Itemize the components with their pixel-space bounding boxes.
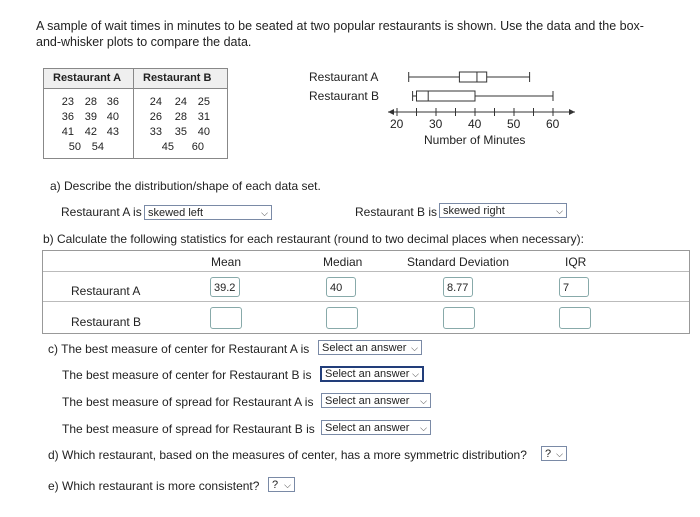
- sd-b-input[interactable]: [443, 307, 475, 329]
- box-plot-restaurant-b: [413, 91, 553, 101]
- iqr-a-input[interactable]: 7: [559, 277, 589, 297]
- header-restaurant-a: Restaurant A: [53, 72, 122, 84]
- cell-restaurant-b: 31: [197, 111, 210, 123]
- cell-restaurant-b: 33: [149, 126, 162, 138]
- center-b-select-value: Select an answer: [325, 368, 410, 380]
- cell-restaurant-b: 35: [174, 126, 187, 138]
- restaurant-a-shape-value: skewed left: [148, 207, 204, 219]
- chevron-down-icon: ⌵: [261, 208, 268, 218]
- data-table-header: [44, 69, 227, 89]
- restaurant-a-shape-label: Restaurant A is: [61, 205, 142, 219]
- part-e-question: e) Which restaurant is more consistent?: [48, 479, 260, 493]
- sd-a-input[interactable]: 8.77: [443, 277, 473, 297]
- cell-restaurant-b: 60: [191, 141, 204, 153]
- header-restaurant-b: Restaurant B: [143, 72, 212, 84]
- axis-arrow-right: [569, 109, 575, 115]
- cell-restaurant-a: 50: [68, 141, 81, 153]
- spread-b-select[interactable]: [321, 420, 431, 435]
- center-a-select[interactable]: [318, 340, 422, 355]
- center-b-select[interactable]: [320, 366, 424, 382]
- axis-tick-label: 60: [546, 117, 560, 131]
- plot-label-a: Restaurant A: [309, 70, 379, 84]
- part-c-question-3: The best measure of spread for Restaurant A is: [62, 395, 314, 409]
- cell-restaurant-a: 36: [61, 111, 74, 123]
- cell-restaurant-b: 24: [174, 96, 187, 108]
- axis-tick-label: 30: [429, 117, 443, 131]
- part-c-question-2: The best measure of center for Restaurant B is: [62, 368, 312, 382]
- spread-b-select-value: Select an answer: [325, 422, 410, 434]
- mean-a-input[interactable]: 39.2: [210, 277, 240, 297]
- restaurant-b-shape-value: skewed right: [443, 205, 505, 217]
- iqr-box: [459, 72, 486, 82]
- spread-a-select-value: Select an answer: [325, 395, 410, 407]
- cell-restaurant-a: 42: [84, 126, 97, 138]
- chevron-down-icon: ⌵: [556, 206, 563, 216]
- cell-restaurant-b: 40: [197, 126, 210, 138]
- mean-b-input[interactable]: [210, 307, 242, 329]
- header-median: Median: [323, 255, 363, 269]
- axis-tick-label: 40: [468, 117, 482, 131]
- row-label-restaurant-a: Restaurant A: [71, 284, 141, 298]
- cell-restaurant-a: 40: [106, 111, 119, 123]
- cell-restaurant-b: 25: [197, 96, 210, 108]
- restaurant-a-shape-select[interactable]: [144, 205, 272, 220]
- header-mean: Mean: [211, 255, 242, 269]
- part-c-question-1: c) The best measure of center for Restaurant A is: [48, 342, 310, 356]
- center-a-select-value: Select an answer: [322, 342, 407, 354]
- iqr-box: [417, 91, 476, 101]
- table-divider: [43, 301, 689, 302]
- chevron-down-icon: ⌵: [420, 396, 427, 406]
- cell-restaurant-a: 39: [84, 111, 97, 123]
- box-plot-restaurant-a: [409, 72, 530, 82]
- chevron-down-icon: ⌵: [284, 480, 291, 490]
- consistent-select-value: ?: [272, 479, 279, 491]
- chevron-down-icon: ⌵: [420, 423, 427, 433]
- table-divider: [43, 271, 689, 272]
- cell-restaurant-a: 28: [84, 96, 97, 108]
- restaurant-b-shape-label: Restaurant B is: [355, 205, 438, 219]
- restaurant-b-shape-select[interactable]: [439, 203, 567, 218]
- cell-restaurant-a: 41: [61, 126, 74, 138]
- part-c-question-4: The best measure of spread for Restaurant B is: [62, 422, 315, 436]
- chevron-down-icon: ⌵: [412, 369, 419, 379]
- symmetric-select[interactable]: [541, 446, 567, 461]
- header-standard-deviation: Standard Deviation: [407, 255, 510, 269]
- cell-restaurant-a: 23: [61, 96, 74, 108]
- median-a-input[interactable]: 40: [326, 277, 356, 297]
- median-b-input[interactable]: [326, 307, 358, 329]
- problem-intro: A sample of wait times in minutes to be seated at two popular restaurants is shown. Use the data and the box-and-whisker plots to compare the data.: [36, 19, 644, 49]
- cell-restaurant-b: 45: [161, 141, 174, 153]
- axis-tick-label: 50: [507, 117, 521, 131]
- header-iqr: IQR: [565, 255, 587, 269]
- part-d-question: d) Which restaurant, based on the measures of center, has a more symmetric distribution?: [48, 448, 527, 462]
- cell-restaurant-a: 43: [106, 126, 119, 138]
- cell-restaurant-b: 24: [149, 96, 162, 108]
- axis-tick-label: 20: [390, 117, 404, 131]
- axis-title: Number of Minutes: [424, 133, 526, 147]
- iqr-b-input[interactable]: [559, 307, 591, 329]
- plot-label-b: Restaurant B: [309, 89, 380, 103]
- number-line-axis: [388, 108, 575, 116]
- cell-restaurant-b: 26: [149, 111, 162, 123]
- cell-restaurant-b: 28: [174, 111, 187, 123]
- cell-restaurant-a: 36: [106, 96, 119, 108]
- consistent-select[interactable]: [268, 477, 295, 492]
- cell-restaurant-a: 54: [91, 141, 104, 153]
- spread-a-select[interactable]: [321, 393, 431, 408]
- chevron-down-icon: ⌵: [556, 449, 563, 459]
- row-label-restaurant-b: Restaurant B: [71, 315, 142, 329]
- part-a-prompt: a) Describe the distribution/shape of each data set.: [50, 179, 321, 193]
- box-plot: [380, 64, 595, 134]
- symmetric-select-value: ?: [545, 448, 552, 460]
- statistics-table: [42, 250, 690, 334]
- chevron-down-icon: ⌵: [411, 343, 418, 353]
- axis-arrow-left: [388, 109, 394, 115]
- column-divider: [133, 69, 134, 158]
- data-table: [43, 68, 228, 159]
- part-b-prompt: b) Calculate the following statistics for each restaurant (round to two decimal places when necessary):: [43, 232, 584, 246]
